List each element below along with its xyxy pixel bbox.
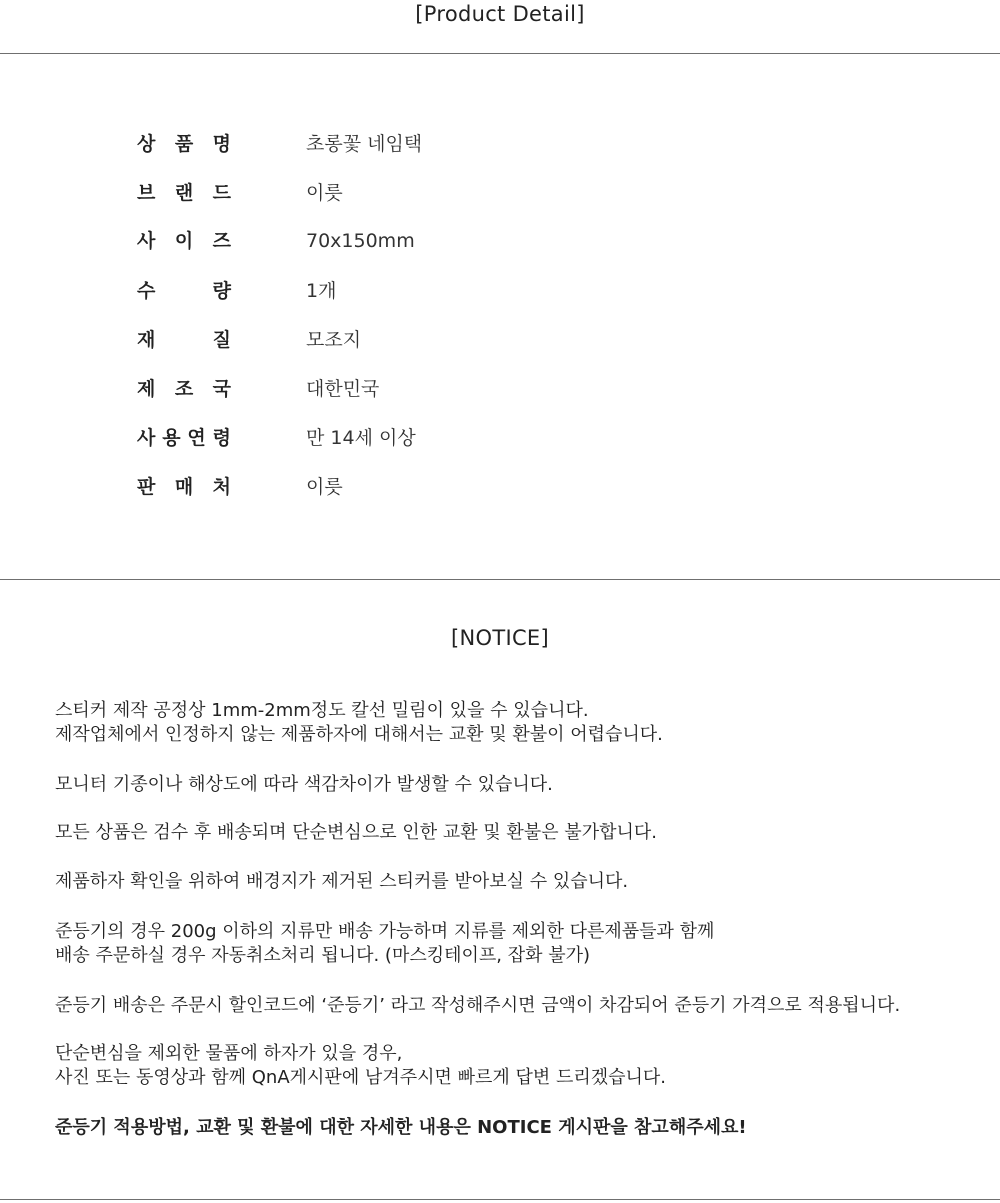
spec-label: 수 량: [137, 280, 231, 302]
spec-row-size: [0, 226, 1000, 256]
spec-label: 제 조 국: [137, 378, 231, 400]
divider-bottom: [0, 1199, 1000, 1200]
spec-row-brand: [0, 178, 1000, 208]
spec-row-country: [0, 374, 1000, 404]
spec-label: 브 랜 드: [137, 182, 231, 204]
divider-top: [0, 53, 1000, 54]
spec-row-quantity: [0, 276, 1000, 306]
spec-value: 이릇: [306, 182, 343, 204]
notice-title: [NOTICE]: [451, 626, 549, 650]
notice-line: 단순변심을 제외한 물품에 하자가 있을 경우,: [55, 1043, 403, 1064]
spec-label: 판 매 처: [137, 476, 231, 498]
spec-label: 재 질: [137, 329, 231, 351]
spec-label: 사 용 연 령: [137, 427, 231, 449]
spec-row-product-name: [0, 129, 1000, 159]
notice-line: 모니터 기종이나 해상도에 따라 색감차이가 발생할 수 있습니다.: [55, 774, 553, 795]
spec-value: 70x150mm: [306, 230, 415, 252]
notice-line: 모든 상품은 검수 후 배송되며 단순변심으로 인한 교환 및 환불은 불가합니다.: [55, 822, 657, 843]
notice-line: 배송 주문하실 경우 자동취소처리 됩니다. (마스킹테이프, 잡화 불가): [55, 945, 591, 966]
spec-value: 만 14세 이상: [306, 427, 416, 449]
spec-label: 사 이 즈: [137, 230, 231, 252]
spec-value: 모조지: [306, 329, 362, 351]
spec-value: 초롱꽃 네임택: [306, 133, 423, 155]
notice-line: 준등기의 경우 200g 이하의 지류만 배송 가능하며 지류를 제외한 다른제품들과 함께: [55, 921, 715, 942]
notice-line: 사진 또는 동영상과 함께 QnA게시판에 남겨주시면 빠르게 답변 드리겠습니다.: [55, 1067, 667, 1088]
notice-line: 준등기 배송은 주문시 할인코드에 ‘준등기’ 라고 작성해주시면 금액이 차감되어 준등기 가격으로 적용됩니다.: [55, 995, 901, 1016]
spec-label: 상 품 명: [137, 133, 231, 155]
spec-row-seller: [0, 472, 1000, 502]
spec-row-material: [0, 325, 1000, 355]
notice-line: 제품하자 확인을 위하여 배경지가 제거된 스티커를 받아보실 수 있습니다.: [55, 871, 629, 892]
notice-line: 스티커 제작 공정상 1mm-2mm정도 칼선 밀림이 있을 수 있습니다.: [55, 700, 589, 721]
spec-value: 대한민국: [306, 378, 380, 400]
notice-line: 제작업체에서 인정하지 않는 제품하자에 대해서는 교환 및 환불이 어렵습니다.: [55, 724, 663, 745]
spec-value: 1개: [306, 280, 337, 302]
divider-middle: [0, 579, 1000, 580]
notice-footer-line: 준등기 적용방법, 교환 및 환불에 대한 자세한 내용은 NOTICE 게시판을 참고해주세요!: [55, 1117, 747, 1138]
product-detail-title: [Product Detail]: [415, 2, 585, 26]
spec-row-age: [0, 423, 1000, 453]
spec-value: 이릇: [306, 476, 343, 498]
